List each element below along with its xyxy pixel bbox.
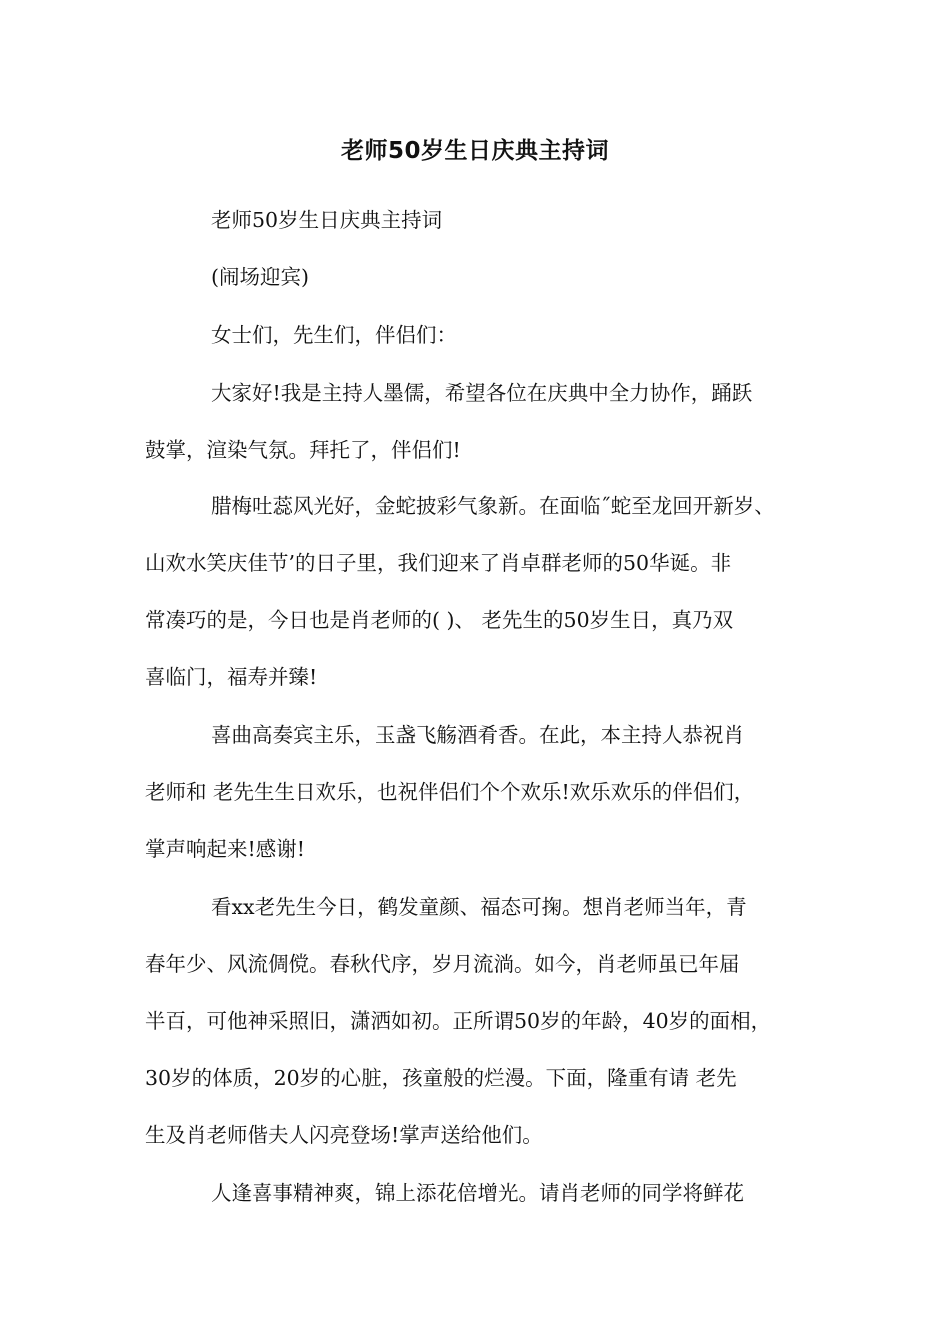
- paragraph-line: 看xx老先生今日，鹤发童颜、福态可掬。想肖老师当年，青: [211, 895, 747, 919]
- paragraph-line: 掌声响起来!感谢!: [145, 837, 305, 861]
- paragraph-opening: [145, 478, 813, 706]
- paragraph-greeting: [145, 365, 813, 479]
- paragraph-salutation: [145, 307, 813, 364]
- paragraph-flowers: [145, 1165, 813, 1222]
- paragraph-line: 大家好!我是主持人墨儒，希望各位在庆典中全力协作，踊跃: [211, 381, 753, 405]
- paragraph-line: 喜曲高奏宾主乐，玉盏飞觞酒肴香。在此，本主持人恭祝肖: [211, 723, 744, 747]
- paragraph-line: 腊梅吐蕊风光好，金蛇披彩气象新。在面临˝蛇至龙回开新岁、: [211, 494, 775, 518]
- paragraph-stage-direction: [145, 249, 813, 306]
- paragraph-subtitle: [145, 192, 813, 249]
- paragraph-line: 女士们，先生们，伴侣们：: [211, 323, 457, 347]
- paragraph-line: 喜临门，福寿并臻!: [145, 665, 318, 689]
- paragraph-line: (闹场迎宾): [211, 265, 309, 289]
- paragraph-line: 春年少、风流倜傥。春秋代序，岁月流淌。如今，肖老师虽已年届: [145, 952, 740, 976]
- paragraph-line: 生及肖老师偕夫人闪亮登场!掌声送给他们。: [145, 1123, 543, 1147]
- paragraph-line: 山欢水笑庆佳节’的日子里，我们迎来了肖卓群老师的50华诞。非: [145, 551, 732, 575]
- paragraph-line: 30岁的体质，20岁的心脏，孩童般的烂漫。下面，隆重有请 老先: [145, 1066, 737, 1090]
- paragraph-introduction: [145, 879, 813, 1164]
- paragraph-line: 常凑巧的是，今日也是肖老师的( )、 老先生的50岁生日，真乃双: [145, 608, 734, 632]
- document-title: 老师50岁生日庆典主持词: [340, 138, 609, 164]
- paragraph-line: 鼓掌，渲染气氛。拜托了，伴侣们!: [145, 438, 461, 462]
- paragraph-blessing: [145, 707, 813, 878]
- paragraph-line: 老师50岁生日庆典主持词: [211, 208, 443, 232]
- paragraph-line: 老师和 老先生生日欢乐，也祝伴侣们个个欢乐!欢乐欢乐的伴侣们，: [145, 780, 755, 804]
- paragraph-line: 半百，可他神采照旧，潇洒如初。正所谓50岁的年龄，40岁的面相，: [145, 1009, 772, 1033]
- paragraph-line: 人逢喜事精神爽，锦上添花倍增光。请肖老师的同学将鲜花: [211, 1181, 744, 1205]
